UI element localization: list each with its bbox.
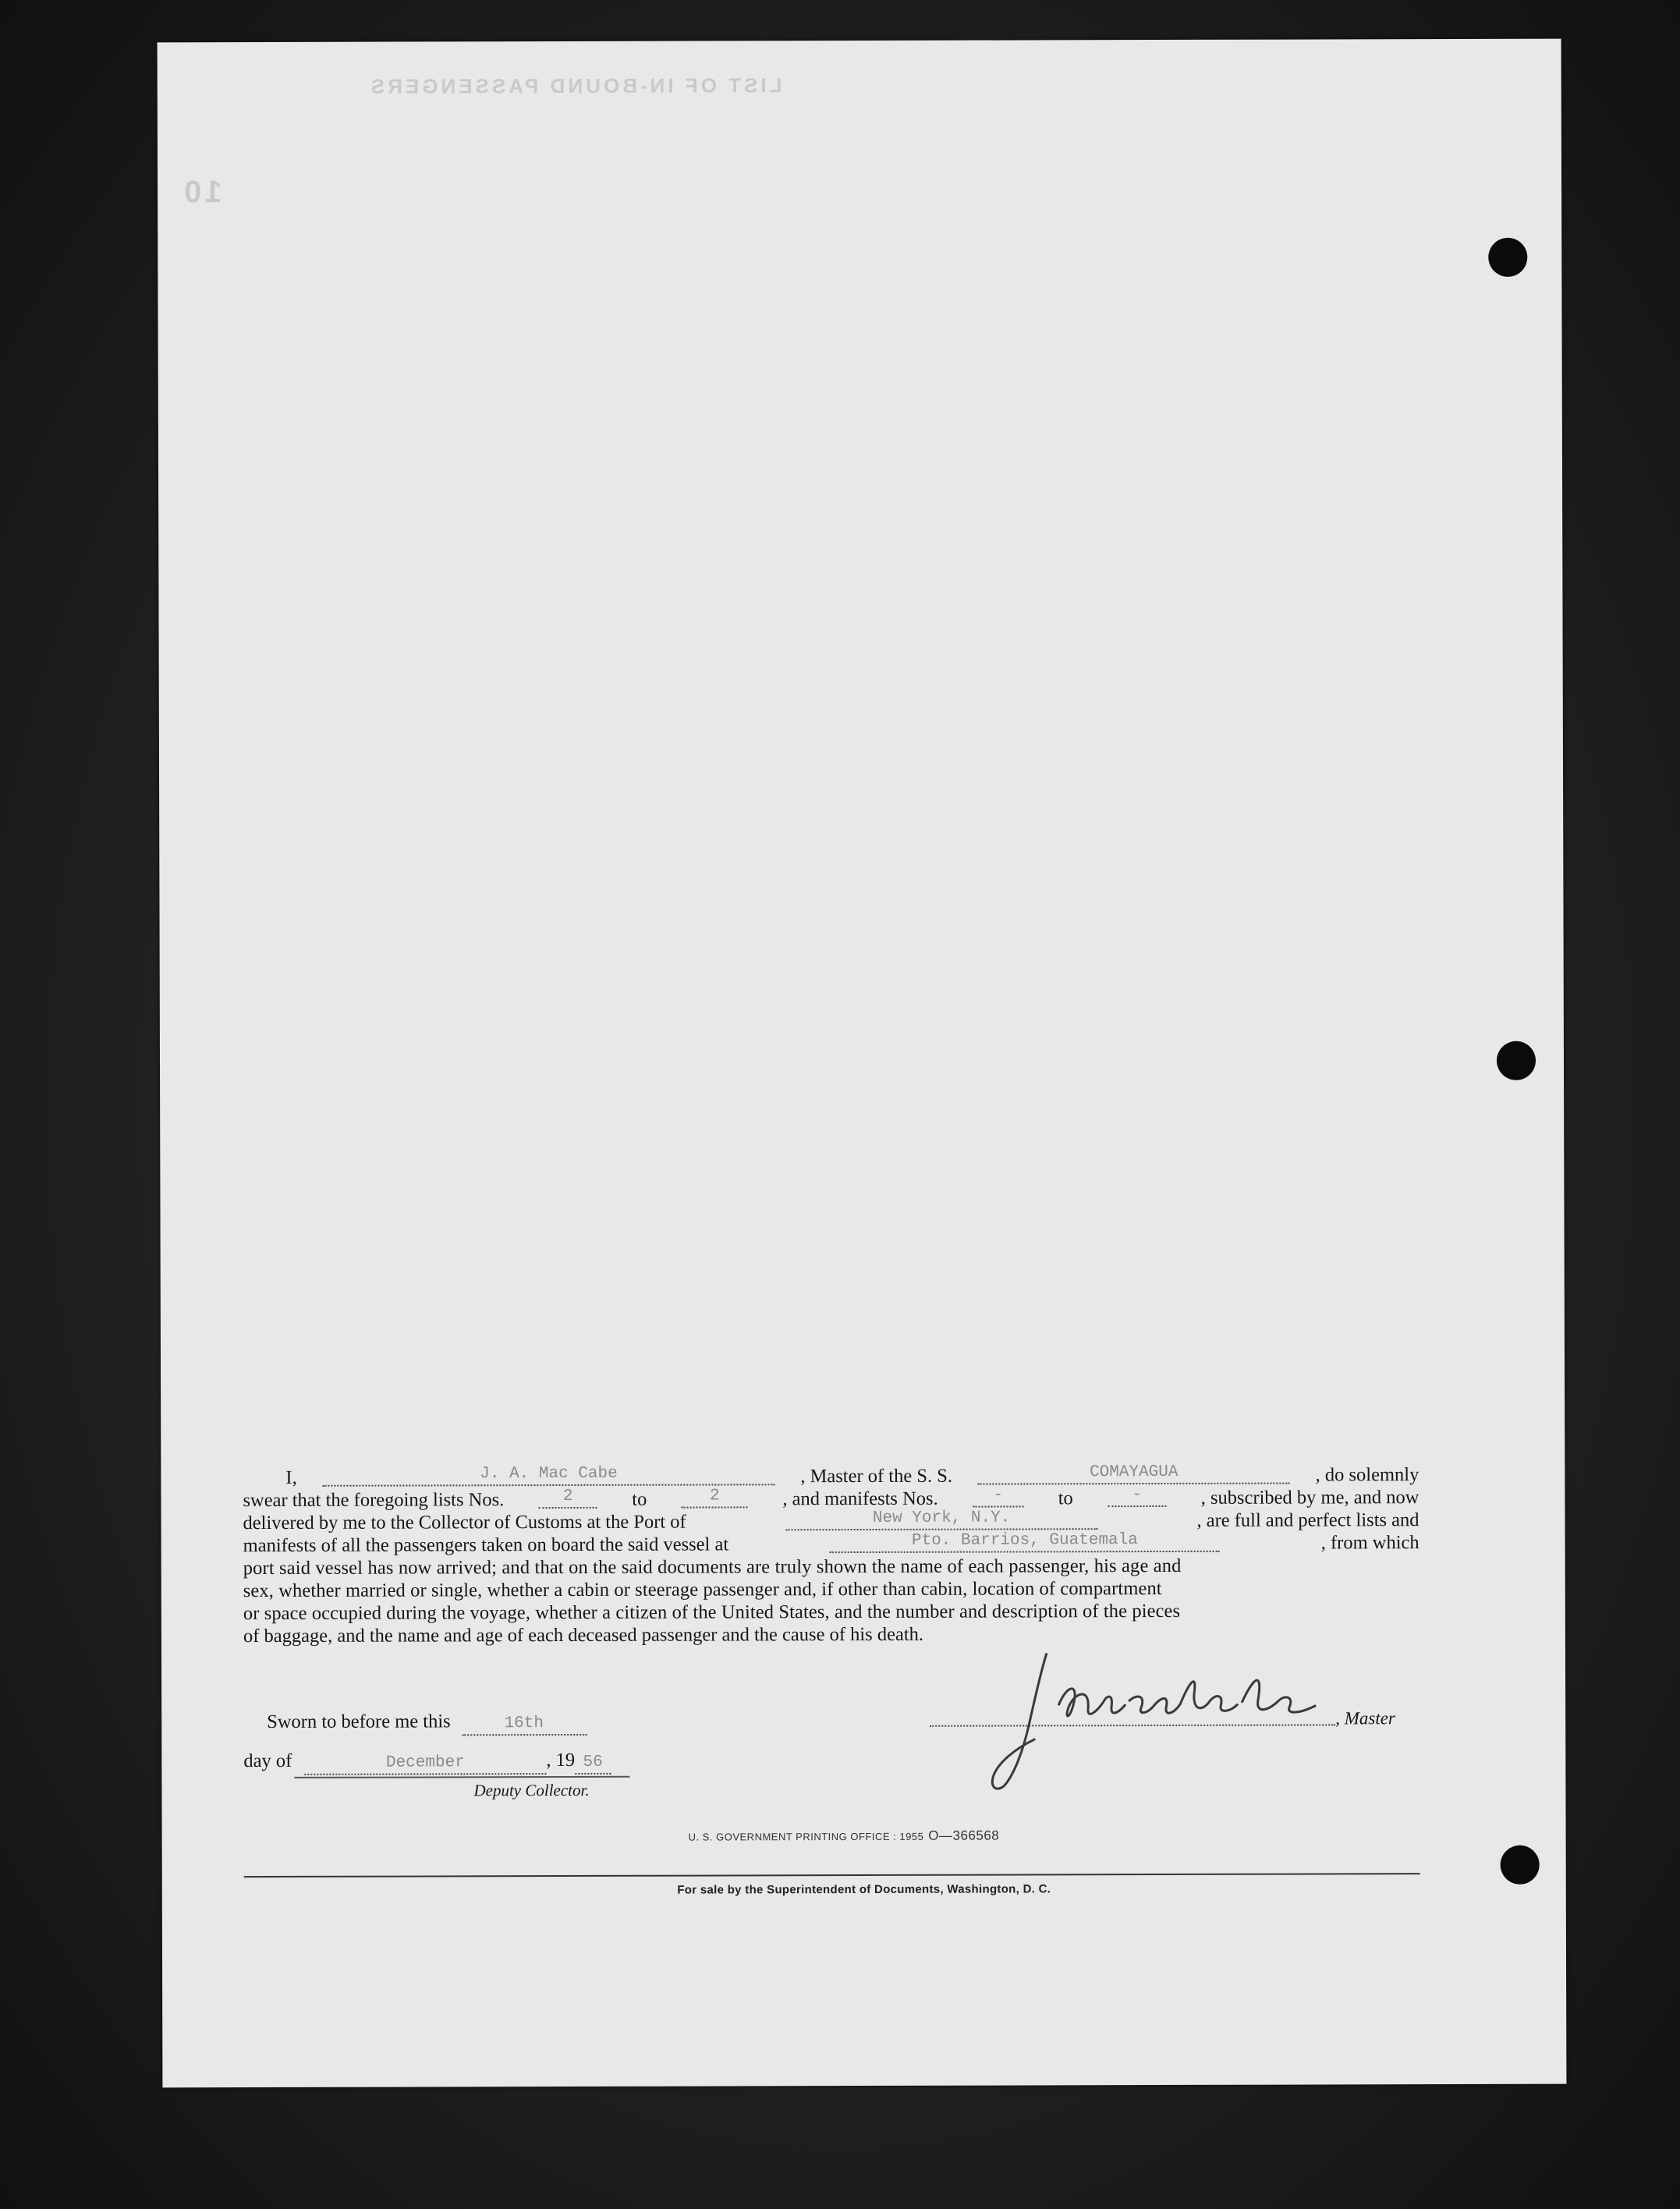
declaration-text: , are full and perfect lists and <box>1196 1509 1419 1531</box>
punch-hole-bottom <box>1501 1846 1540 1885</box>
sworn-date-row <box>267 1711 587 1736</box>
declaration-text: to <box>1058 1487 1073 1509</box>
printing-office-imprint <box>689 1828 1000 1845</box>
footer-rule <box>244 1873 1420 1877</box>
sale-notice: For sale by the Superintendent of Documents, Washington, D. C. <box>677 1882 1051 1897</box>
declaration-text: manifests of all the passengers taken on board the said vessel at <box>243 1534 729 1557</box>
sworn-month-field: December <box>304 1754 546 1775</box>
declaration-text: , Master of the S. S. <box>800 1465 952 1487</box>
manifests-from-field: - <box>973 1487 1023 1507</box>
day-of-label: day of <box>243 1750 292 1772</box>
declaration-line-2 <box>243 1486 1419 1512</box>
gpo-number: O—366568 <box>928 1828 1000 1843</box>
sworn-month-row <box>243 1750 611 1775</box>
oath-declaration <box>243 1463 1419 1647</box>
sworn-year-field: 56 <box>575 1754 611 1775</box>
declaration-text: , do solemnly <box>1315 1464 1419 1486</box>
sworn-day-field: 16th <box>462 1715 587 1736</box>
punch-hole-middle <box>1497 1041 1536 1080</box>
punch-hole-top <box>1488 238 1527 277</box>
declaration-line-1 <box>243 1463 1419 1489</box>
document-page <box>158 39 1567 2088</box>
declaration-line-8: of baggage, and the name and age of each deceased passenger and the cause of his death. <box>243 1623 924 1647</box>
deputy-collector-label: Deputy Collector. <box>473 1780 590 1800</box>
declaration-text: delivered by me to the Collector of Customs at the Port of <box>243 1511 686 1534</box>
gpo-text: U. S. GOVERNMENT PRINTING OFFICE : 1955 <box>688 1830 924 1843</box>
bleed-through-header: LIST OF IN-BOUND PASSENGERS <box>367 73 782 98</box>
deputy-collector-signature-line <box>294 1776 629 1778</box>
declaration-text: to <box>632 1488 647 1510</box>
declaration-text: swear that the foregoing lists Nos. <box>243 1489 505 1512</box>
declaration-text: , and manifests Nos. <box>782 1487 938 1510</box>
port-field: New York, N.Y. <box>785 1509 1097 1530</box>
year-prefix: , 19 <box>546 1749 576 1771</box>
declaration-line-4 <box>243 1531 1419 1557</box>
declaration-line-3 <box>243 1509 1419 1534</box>
vessel-name-field: COMAYAGUA <box>978 1464 1290 1485</box>
bleed-through-mark: 10 <box>181 175 222 210</box>
declaration-text: I, <box>285 1466 297 1488</box>
sworn-label: Sworn to before me this <box>267 1711 451 1732</box>
lists-to-field: 2 <box>682 1487 748 1508</box>
declaration-text: , subscribed by me, and now <box>1200 1487 1419 1509</box>
master-signature <box>973 1638 1348 1795</box>
declaration-line-6: sex, whether married or single, whether a cabin or steerage passenger and, if other than cabin, location of compartment <box>243 1577 1162 1602</box>
declaration-line-5: port said vessel has now arrived; and that on the said documents are truly shown the name of each passenger, his age and <box>243 1555 1182 1580</box>
master-name-field: J. A. Mac Cabe <box>322 1465 774 1487</box>
declaration-line-7: or space occupied during the voyage, whether a citizen of the United States, and the number and description of the pieces <box>243 1600 1181 1625</box>
lists-from-field: 2 <box>539 1488 597 1509</box>
declaration-text: , from which <box>1320 1532 1419 1554</box>
departure-port-field: Pto. Barrios, Guatemala <box>830 1532 1220 1553</box>
master-label: , Master <box>1335 1708 1395 1729</box>
manifests-to-field: - <box>1108 1487 1166 1507</box>
